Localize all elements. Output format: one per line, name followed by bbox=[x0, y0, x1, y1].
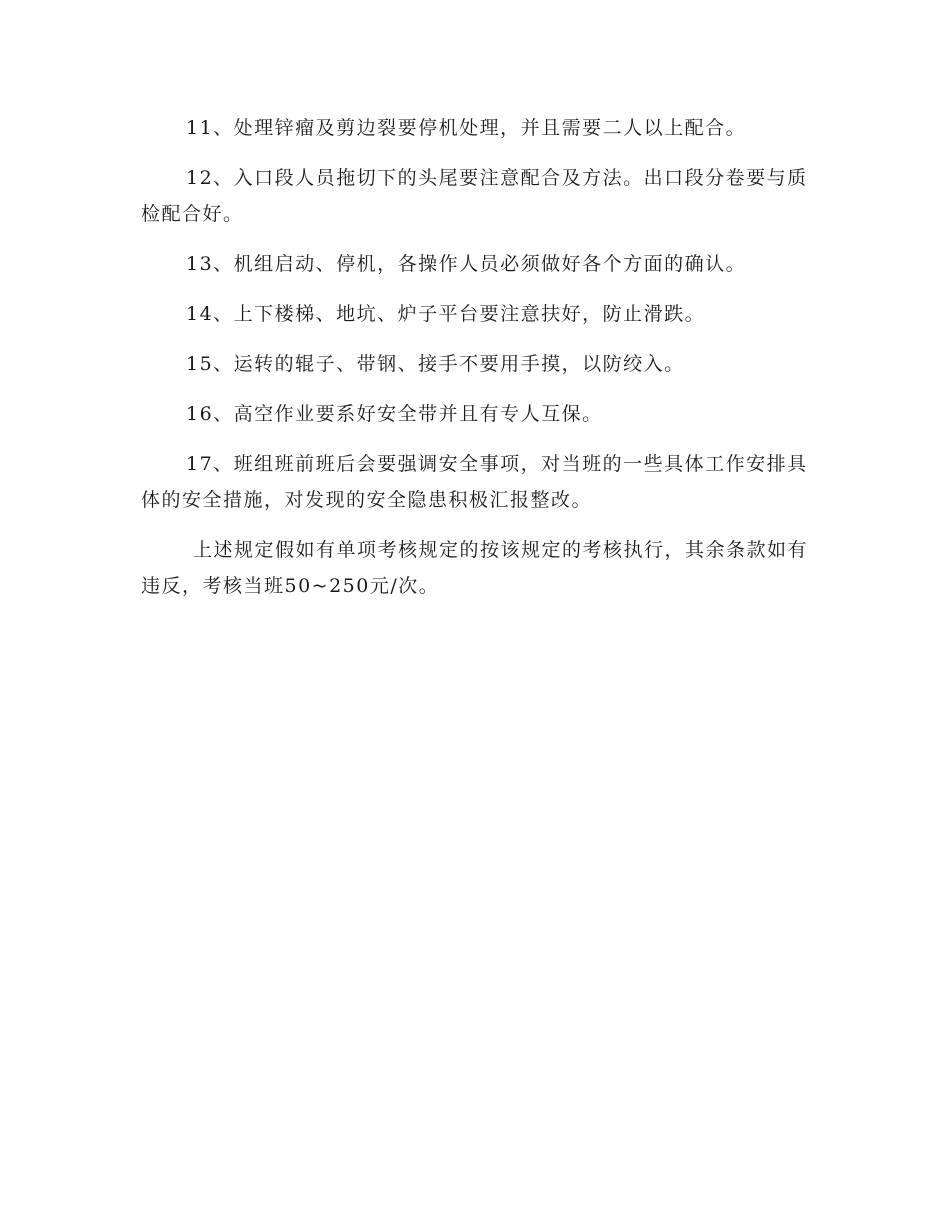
rule-item-16: 16、高空作业要系好安全带并且有专人互保。 bbox=[186, 403, 603, 425]
rule-item-15: 15、运转的辊子、带钢、接手不要用手摸，以防绞入。 bbox=[186, 353, 685, 375]
document-body bbox=[141, 110, 813, 618]
rule-item-13: 13、机组启动、停机，各操作人员必须做好各个方面的确认。 bbox=[186, 253, 747, 275]
rule-item-17: 17、班组班前班后会要强调安全事项，对当班的一些具体工作安排具体的安全措施，对发现的安全隐患积极汇报整改。 bbox=[141, 453, 808, 511]
rule-item-11: 11、处理锌瘤及剪边裂要停机处理，并且需要二人以上配合。 bbox=[186, 117, 747, 139]
rule-item-12: 12、入口段人员拖切下的头尾要注意配合及方法。出口段分卷要与质检配合好。 bbox=[141, 167, 808, 225]
rule-item-14: 14、上下楼梯、地坑、炉子平台要注意扶好，防止滑跌。 bbox=[186, 303, 706, 325]
closing-note: 上述规定假如有单项考核规定的按该规定的考核执行，其余条款如有违反，考核当班50~250元/次。 bbox=[141, 539, 809, 597]
